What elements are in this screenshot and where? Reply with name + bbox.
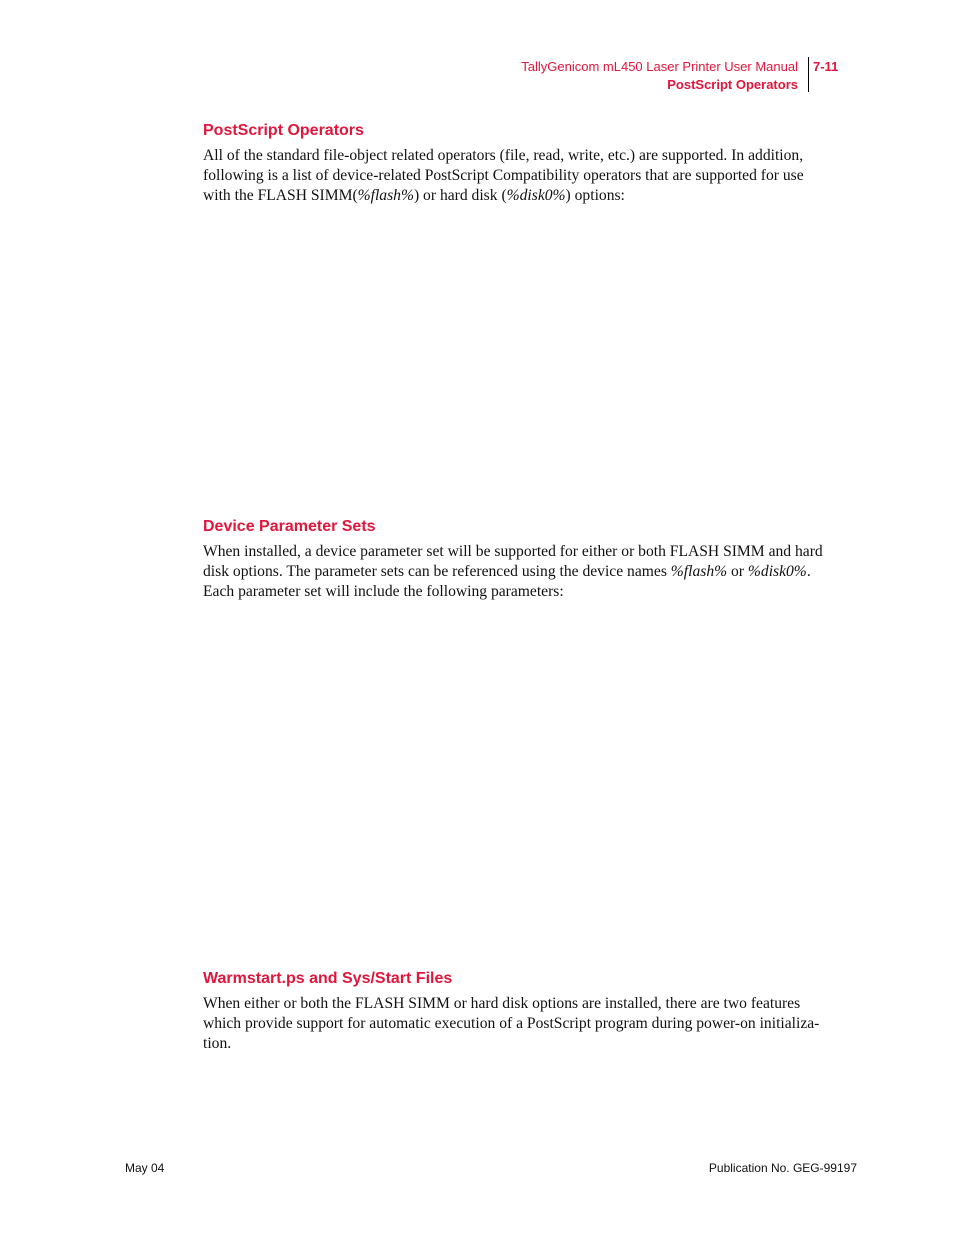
device-name-disk: %disk0%: [506, 187, 566, 204]
paragraph-device-parameter-sets: [203, 542, 863, 602]
paragraph-line: [203, 186, 863, 206]
device-name-flash: %flash%: [357, 187, 414, 204]
device-name-disk: %disk0%: [747, 563, 807, 580]
paragraph-line: All of the standard file-object related operators (file, read, write, etc.) are supported. In addition,: [203, 147, 804, 164]
page-number: 7-11: [813, 59, 839, 74]
header-divider: [808, 57, 809, 92]
running-header-title: TallyGenicom mL450 Laser Printer User Manual: [521, 59, 798, 74]
text-run: with the FLASH SIMM(: [203, 187, 358, 204]
text-run: or: [727, 563, 748, 580]
text-run: disk options. The parameter sets can be referenced using the device names: [203, 563, 671, 580]
section-heading-postscript-operators: PostScript Operators: [203, 122, 364, 139]
section-heading-warmstart: Warmstart.ps and Sys/Start Files: [203, 970, 453, 987]
paragraph-line: tion.: [203, 1035, 232, 1052]
paragraph-postscript-operators: [203, 146, 863, 206]
footer-publication-number: Publication No. GEG-99197: [708, 1161, 857, 1175]
section-heading-device-parameter-sets: Device Parameter Sets: [203, 518, 376, 535]
paragraph-warmstart: [203, 994, 863, 1054]
running-header-section: PostScript Operators: [667, 77, 798, 92]
paragraph-line: When either or both the FLASH SIMM or hard disk options are installed, there are two features: [203, 995, 801, 1012]
footer-date: May 04: [125, 1161, 165, 1175]
text-run: ) options:: [565, 187, 625, 204]
device-name-flash: %flash%: [670, 563, 728, 580]
paragraph-line: [203, 562, 863, 582]
text-run: .: [806, 563, 811, 580]
paragraph-line: following is a list of device-related PostScript Compatibility operators that are supported for use: [203, 167, 804, 184]
paragraph-line: When installed, a device parameter set will be supported for either or both FLASH SIMM and hard: [203, 543, 823, 560]
paragraph-line: Each parameter set will include the following parameters:: [203, 583, 564, 600]
paragraph-line: which provide support for automatic execution of a PostScript program during power-on initializa-: [203, 1015, 820, 1032]
text-run: ) or hard disk (: [413, 187, 507, 204]
